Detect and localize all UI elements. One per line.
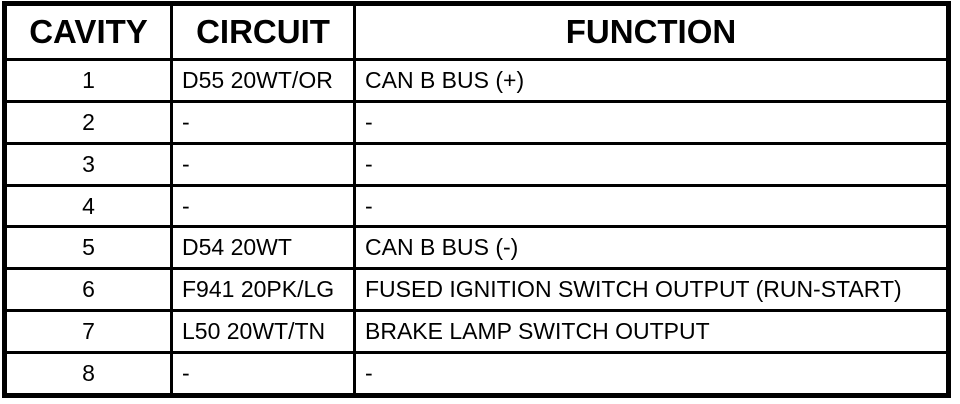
circuit-cell: - [172,185,355,227]
cavity-cell: 5 [5,227,172,269]
circuit-cell: D55 20WT/OR [172,60,355,102]
circuit-cell: F941 20PK/LG [172,269,355,311]
function-cell: CAN B BUS (-) [355,227,949,269]
cavity-cell: 7 [5,311,172,353]
pinout-table [2,1,951,398]
function-cell: CAN B BUS (+) [355,60,949,102]
function-cell: - [355,143,949,185]
header-row [5,4,949,60]
cavity-cell: 3 [5,143,172,185]
column-header-circuit: CIRCUIT [172,4,355,60]
cavity-cell: 4 [5,185,172,227]
circuit-cell: D54 20WT [172,227,355,269]
table-row [5,60,949,102]
circuit-cell: L50 20WT/TN [172,311,355,353]
table-row [5,353,949,396]
cavity-cell: 6 [5,269,172,311]
cavity-cell: 1 [5,60,172,102]
function-cell: - [355,185,949,227]
column-header-function: FUNCTION [355,4,949,60]
column-header-cavity: CAVITY [5,4,172,60]
function-cell: - [355,101,949,143]
table-row [5,101,949,143]
circuit-cell: - [172,353,355,396]
table-row [5,311,949,353]
table-row [5,269,949,311]
circuit-cell: - [172,143,355,185]
table-row [5,143,949,185]
circuit-cell: - [172,101,355,143]
function-cell: FUSED IGNITION SWITCH OUTPUT (RUN-START) [355,269,949,311]
cavity-cell: 2 [5,101,172,143]
table-row [5,227,949,269]
table-row [5,185,949,227]
function-cell: BRAKE LAMP SWITCH OUTPUT [355,311,949,353]
cavity-cell: 8 [5,353,172,396]
function-cell: - [355,353,949,396]
